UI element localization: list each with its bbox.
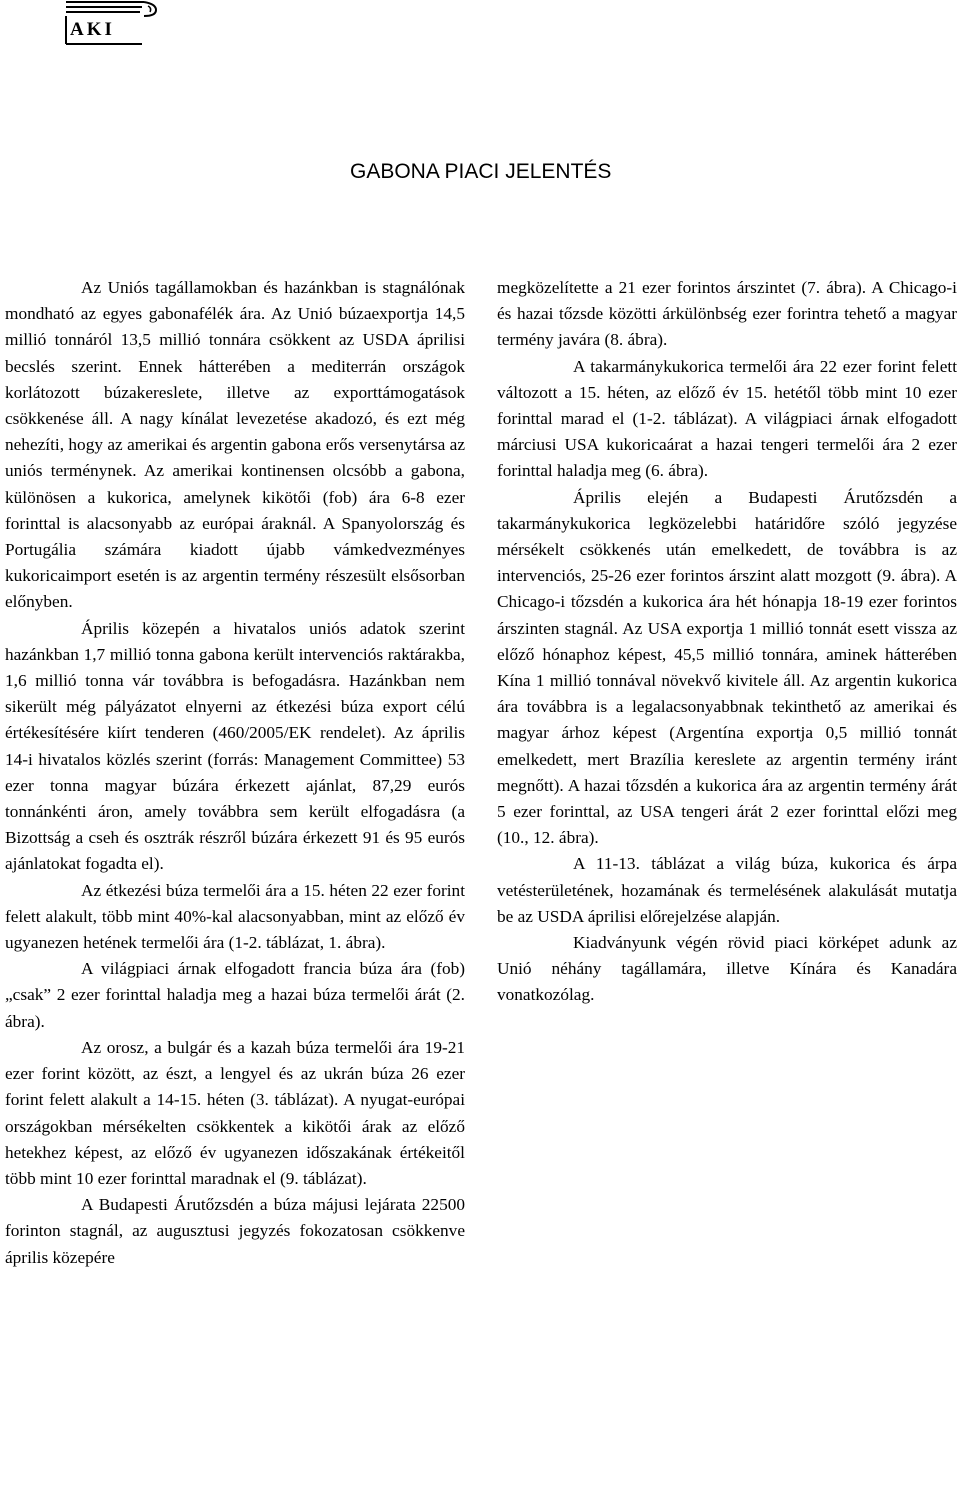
logo-text: AKI [70,19,115,40]
page-title: GABONA PIACI JELENTÉS [350,160,612,183]
paragraph: Április elején a Budapesti Árutőzsdén a takarmánykukorica legközelebbi határidőre szóló jegyzése mérsékelt csökkenés után emelkedett, de továbbra is az intervenciós, 25-26 ezer forintos árszint alatt mozgott (9. ábra). A Chicago-i tőzsdén a kukorica ára hét hónapja 18-19 ezer forintos árszinten stagnál. Az USA exportja 1 millió tonnát esett vissza az előző hónaphoz képest, 45,5 millió tonnára, aminek hátterében Kína 1 millió tonnával növekvő kivitele áll. Az argentin kukorica ára továbbra is a legalacsonyabbnak tekinthető az amerikai és magyar árhoz képest (Argentína exportja 0,5 millió tonnát emelkedett, mert Brazília kereslete az argentin termény iránt megnőtt). A hazai tőzsdén a kukorica ára az argentin termény árát 5 ezer forinttal, az USA tengeri árát 2 ezer forinttal előzi meg (10., 12. ábra). [497,487,957,848]
paragraph: Az orosz, a bulgár és a kazah búza termelői ára 19-21 ezer forint között, az észt, a lengyel és az ukrán búza 26 ezer forint felett alakult a 14-15. héten (3. táblázat). A nyugat-európai országokban mérsékelten csökkentek a kikötői árak az előző hetekhez képest, az előző év ugyanezen időszakának értékeitől több mint 10 ezer forinttal maradnak el (9. táblázat). [5,1037,465,1188]
paragraph: A Budapesti Árutőzsdén a búza májusi lejárata 22500 forinton stagnál, az augusztusi jegyzés fokozatosan csökkenve április közepére [5,1195,465,1267]
paragraph: megközelítette a 21 ezer forintos árszintet (7. ábra). A Chicago-i és hazai tőzsde közötti árkülönbség ezer forintra tehető a magyar termény javára (8. ábra). [497,278,957,350]
paragraph: A világpiaci árnak elfogadott francia búza ára (fob) „csak” 2 ezer forinttal haladja meg a hazai búza termelői árát (2. ábra). [5,959,465,1031]
title-area [0,160,960,190]
paragraph: A 11-13. táblázat a világ búza, kukorica és árpa vetésterületének, hozamának és termelésének alakulását mutatja be az USDA áprilisi előrejelzése alapján. [497,854,957,926]
aki-logo [64,0,164,48]
left-column [5,275,465,1271]
paragraph: Az étkezési búza termelői ára a 15. héten 22 ezer forint felett alakult, több mint 40%-kal alacsonyabban, mint az előző év ugyanezen hetének termelői ára (1-2. táblázat, 1. ábra). [5,880,465,953]
paragraph: Kiadványunk végén rövid piaci körképet adunk az Unió néhány tagállamára, illetve Kínára és Kanadára vonatkozólag. [497,933,957,1005]
paragraph: Április közepén a hivatalos uniós adatok szerint hazánkban 1,7 millió tonna gabona került intervenciós raktárakba, 1,6 millió tonna vár továbbra is befogadásra. Hazánkban nem sikerült még pályázatot elnyerni az étkezési búza export célú értékesítésére kiírt tenderen (460/2005/EK rendelet). Az április 14-i hivatalos közlés szerint (forrás: Management Committee) 53 ezer tonna magyar búzára érkezett ajánlat, 87,29 eurós tonnánkénti áron, amely továbbra sem került elfogadásra (a Bizottság a cseh és osztrák részről búzára érkezett 91 és 95 eurós ajánlatokat fogadta el). [5,618,465,874]
right-column [497,275,957,1009]
paragraph: A takarmánykukorica termelői ára 22 ezer forint felett változott a 15. héten, az előző év 15. hetétől több mint 10 ezer forinttal marad el (1-2. táblázat). A világpiaci árnak elfogadott márciusi USA kukoricaárat a hazai tengeri termelői ára 2 ezer forinttal haladja meg (6. ábra). [497,356,957,481]
paragraph: Az Uniós tagállamokban és hazánkban is stagnálónak mondható az egyes gabonafélék ára. Az Unió búzaexportja 14,5 millió tonnáról 13,5 millió tonnára csökkent az USDA áprilisi becslés szerint. Ennek hátterében a mediterrán országok korlátozott búzakereslete, illetve az exporttámogatások csökkenése áll. A nagy kínálat levezetése akadozó, és ezt még nehezíti, hogy az amerikai és argentin gabona erős versenytársa az uniós terménynek. Az amerikai kontinensen olcsóbb a gabona, különösen a kukorica, amelynek kikötői (fob) ára 6-8 ezer forinttal is alacsonyabb az európai áraknál. A Spanyolország és Portugália számára kiadott újabb vámkedvezményes kukoricaimport esetén is az argentin termény részesült elsősorban előnyben. [5,278,465,612]
